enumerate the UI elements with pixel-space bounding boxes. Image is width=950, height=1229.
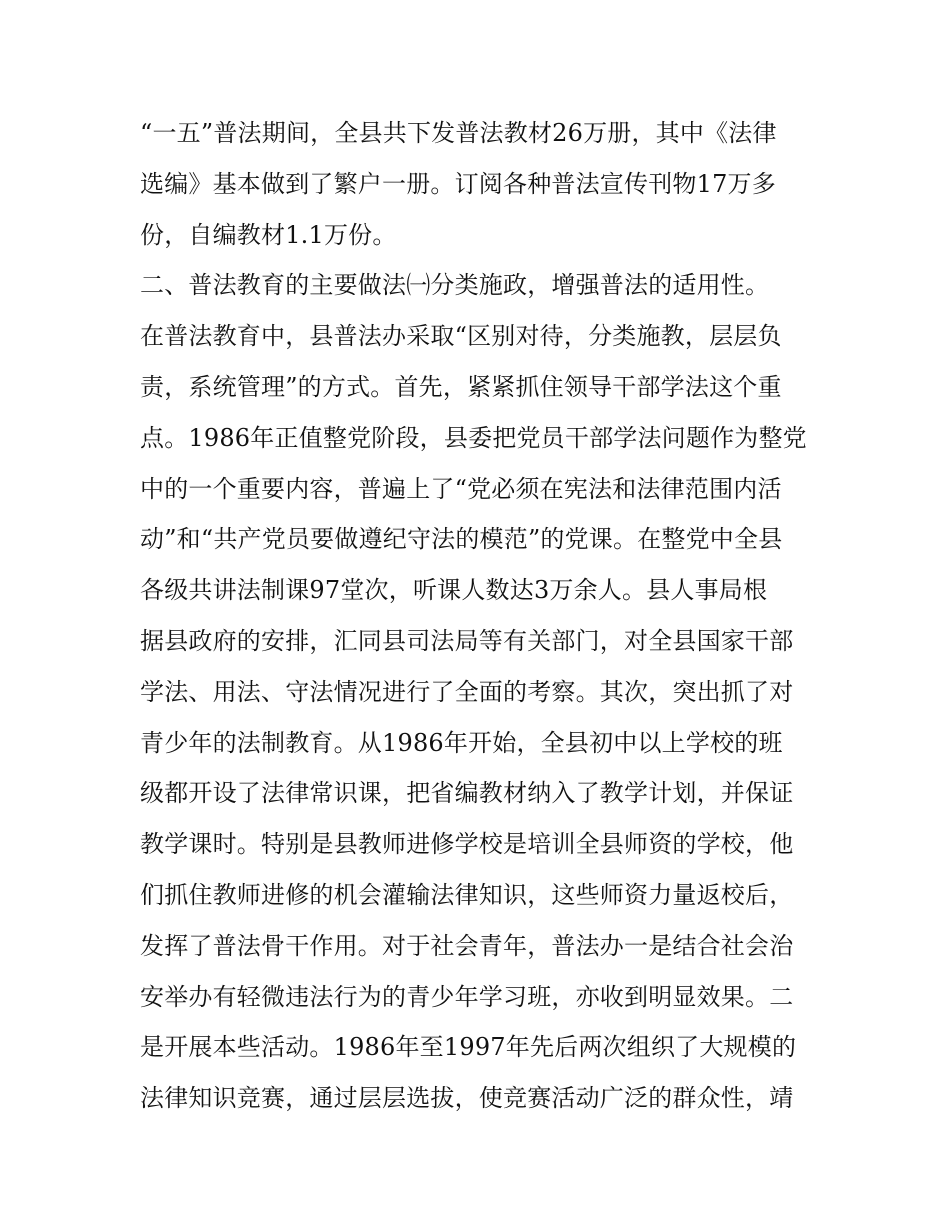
text-line: 份，自编教材1.1万份。 — [140, 220, 397, 249]
text-line: 二、普法教育的主要做法㈠分类施政，增强普法的适用性。 — [140, 271, 770, 300]
text-line: 青少年的法制教育。从1986年开始，全县初中以上学校的班 — [140, 728, 783, 757]
text-line: 级都开设了法律常识课，把省编教材纳入了教学计划，并保证 — [140, 779, 794, 808]
text-line: “一五”普法期间，全县共下发普法教材26万册，其中《法律 — [140, 119, 777, 147]
text-line: 据县政府的安排，汇同县司法局等有关部门，对全县国家干部 — [140, 626, 794, 655]
text-line: 责，系统管理”的方式。首先，紧紧抓住领导干部学法这个重 — [140, 372, 782, 401]
text-line: 是开展本些活动。1986年至1997年先后两次组织了大规模的 — [140, 1033, 797, 1062]
text-line: 点。1986年正值整党阶段，县委把党员干部学法问题作为整党 — [140, 423, 807, 452]
text-line: 们抓住教师进修的机会灌输法律知识，这些师资力量返校后， — [140, 880, 794, 909]
text-line: 法律知识竞赛，通过层层选拔，使竞赛活动广泛的群众性，靖 — [140, 1084, 794, 1113]
text-line: 动”和“共产党员要做遵纪守法的模范”的党课。在整党中全县 — [140, 525, 783, 554]
text-line: 在普法教育中，县普法办采取“区别对待，分类施教，层层负 — [140, 322, 782, 351]
body-text — [140, 108, 830, 1124]
text-line: 教学课时。特别是县教师进修学校是培训全县师资的学校，他 — [140, 830, 794, 859]
text-line: 选编》基本做到了繁户一册。订阅各种普法宣传刊物17万多 — [140, 169, 776, 198]
text-line: 各级共讲法制课97堂次，听课人数达3万余人。县人事局根 — [140, 576, 768, 605]
text-line: 发挥了普法骨干作用。对于社会青年，普法办一是结合社会治 — [140, 931, 794, 960]
text-line: 中的一个重要内容，普遍上了“党必须在宪法和法律范围内活 — [140, 474, 782, 503]
text-line: 安举办有轻微违法行为的青少年学习班，亦收到明显效果。二 — [140, 982, 794, 1011]
text-line: 学法、用法、守法情况进行了全面的考察。其次，突出抓了对 — [140, 677, 794, 706]
